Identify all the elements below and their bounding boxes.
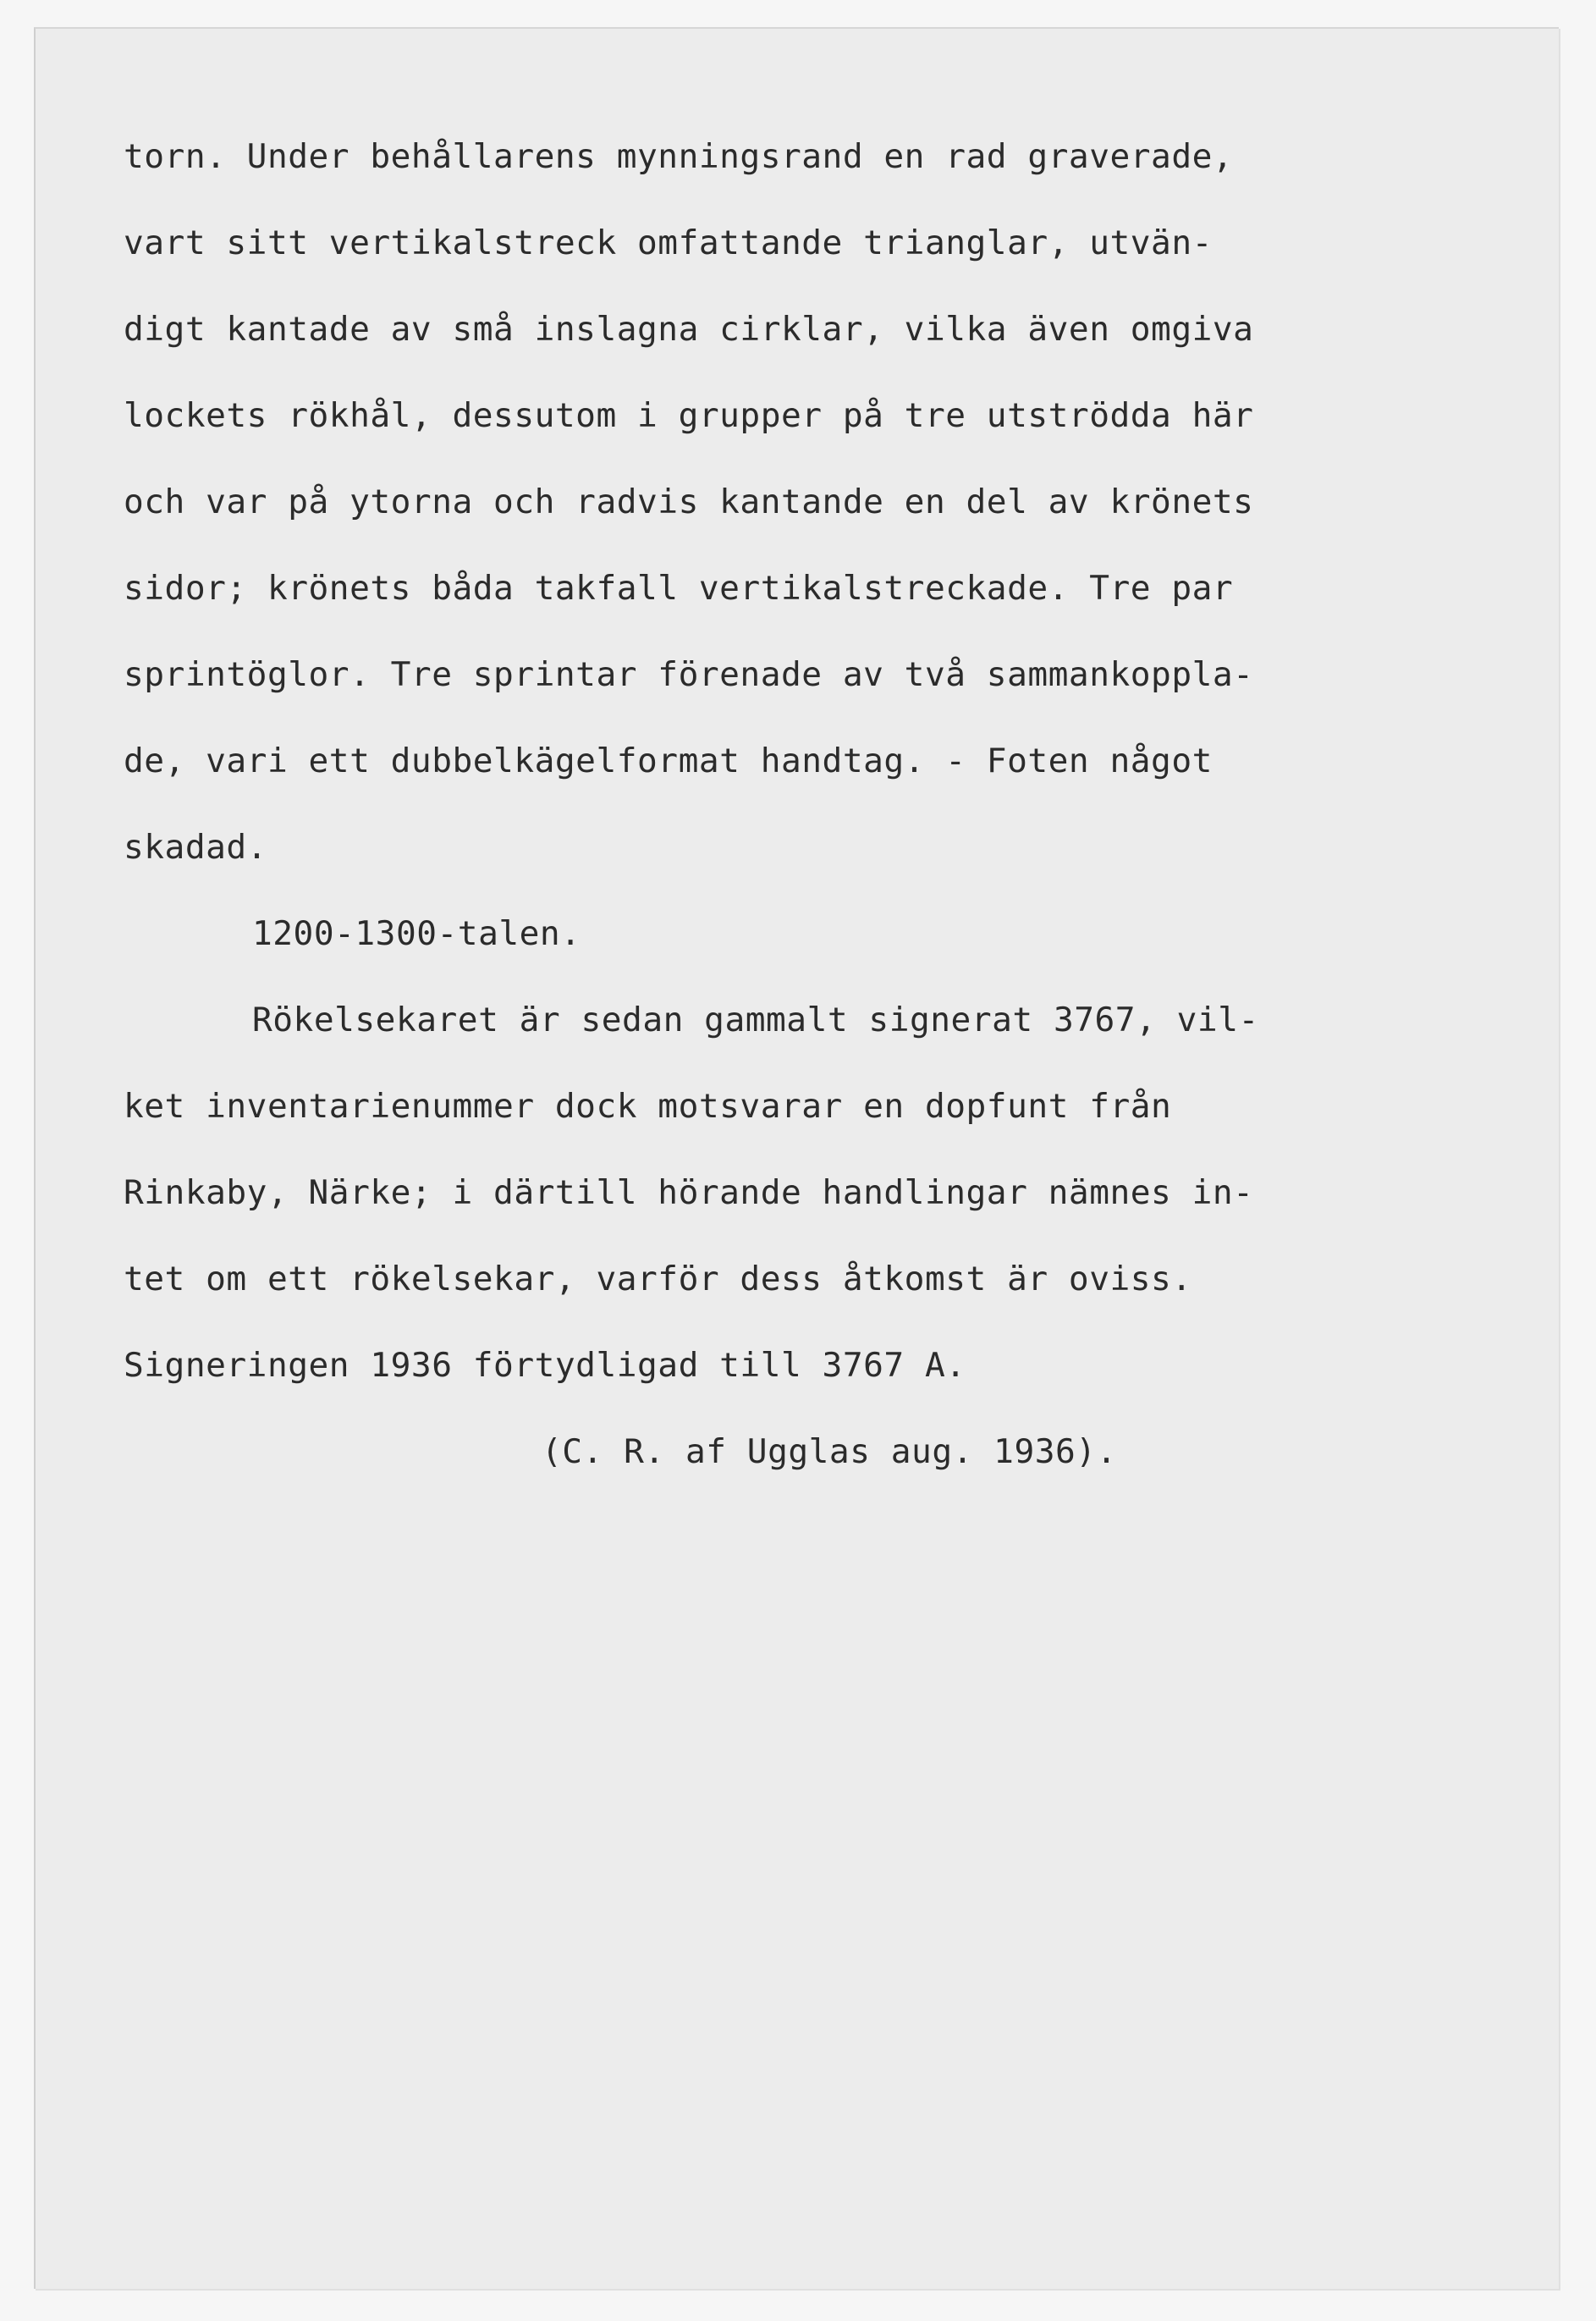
text-line: de, vari ett dubbelkägelformat handtag. - Foten något [124, 742, 1213, 780]
text-line: Rinkaby, Närke; i därtill hörande handlingar nämnes in- [124, 1173, 1254, 1212]
text-line: sprintöglor. Tre sprintar förenade av två sammankoppla- [124, 655, 1254, 694]
text-line: och var på ytorna och radvis kantande en del av krönets [124, 482, 1254, 521]
date-line: 1200-1300-talen. [252, 914, 581, 953]
text-line: tet om ett rökelsekar, varför dess åtkomst är oviss. [124, 1260, 1192, 1298]
text-line: sidor; krönets båda takfall vertikalstreckade. Tre par [124, 569, 1234, 608]
text-line: skadad. [124, 828, 267, 867]
text-line: ket inventarienummer dock motsvarar en dopfunt från [124, 1087, 1172, 1126]
paper-sheet [34, 27, 1559, 2289]
text-line: Rökelsekaret är sedan gammalt signerat 3767, vil- [252, 1001, 1259, 1039]
text-line: Signeringen 1936 förtydligad till 3767 A. [124, 1346, 966, 1385]
typed-text-body [124, 113, 1579, 1495]
text-line: digt kantade av små inslagna cirklar, vilka även omgiva [124, 310, 1254, 349]
text-line: torn. Under behållarens mynningsrand en rad graverade, [124, 137, 1234, 176]
text-line: vart sitt vertikalstreck omfattande trianglar, utvän- [124, 223, 1213, 262]
text-line: lockets rökhål, dessutom i grupper på tre utströdda här [124, 396, 1254, 435]
signature-line: (C. R. af Ugglas aug. 1936). [542, 1432, 1117, 1471]
